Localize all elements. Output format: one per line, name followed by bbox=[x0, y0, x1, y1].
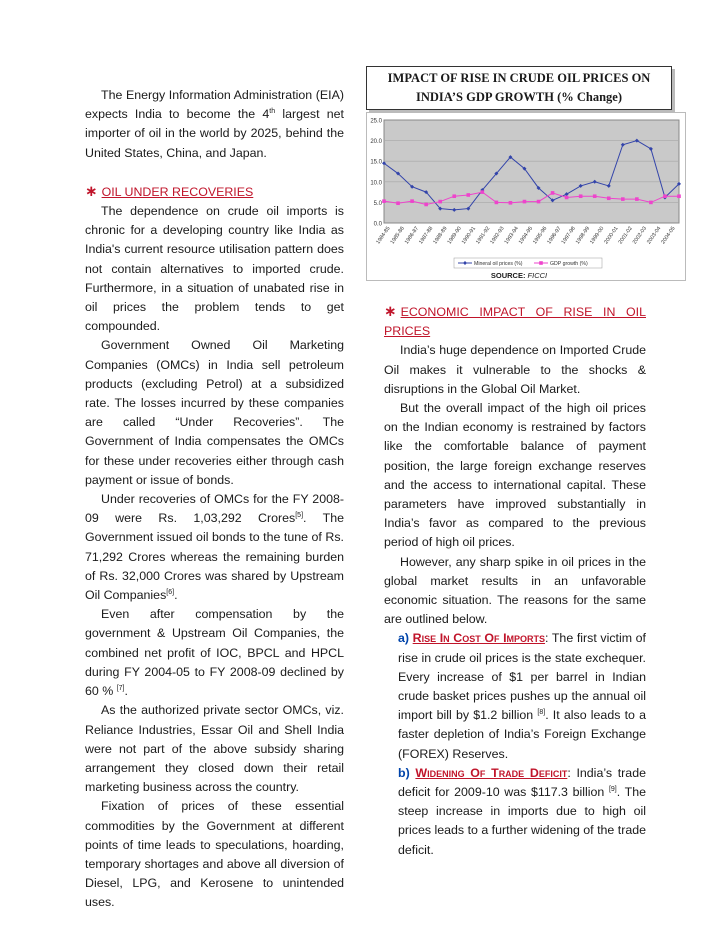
x-tick-label: 1987-88 bbox=[418, 225, 435, 246]
y-tick-label: 25.0 bbox=[370, 118, 382, 125]
x-tick-label: 1989-90 bbox=[446, 225, 463, 246]
paragraph: Even after compensation by the government & Upstream Oil Companies, the combined net profit of IOC, BPCL and HPCL during FY 2004-05 to FY 2008-09 declined by 60 % [7]. bbox=[85, 607, 344, 699]
data-point-gdp bbox=[579, 194, 583, 198]
x-tick-label: 2001-02 bbox=[617, 225, 634, 246]
paragraph: Fixation of prices of these essential commodities by the Government at different points of time leads to speculations, hoarding, temporary shortages and above all diversion of Diesel, LPG, and Kerosene to unintended uses. bbox=[85, 799, 344, 910]
x-tick-label: 1995-96 bbox=[532, 225, 549, 246]
data-point-gdp bbox=[396, 201, 400, 205]
data-point-gdp bbox=[621, 197, 625, 201]
data-point-gdp bbox=[537, 200, 541, 204]
plot-area bbox=[384, 120, 679, 223]
x-tick-label: 1986-87 bbox=[403, 225, 421, 246]
legend-label: Mineral oil prices (%) bbox=[474, 261, 523, 267]
citation-ref: [8] bbox=[537, 709, 546, 717]
paragraph: The dependence on crude oil imports is chronic for a developing country like India as India's current resource utilisation pattern does not contain alternatives to imported crude. Furthermore, in a situation of unabated rise in oil prices the problem tends to get compounded. bbox=[85, 204, 344, 334]
data-point-gdp bbox=[410, 199, 414, 203]
paragraph: As the authorized private sector OMCs, viz. Reliance Industries, Essar Oil and Shell India were not part of the above subsidy sharing arrangement they closed down their retail marketing business across the country. bbox=[85, 703, 344, 795]
citation-ref: [9] bbox=[608, 785, 617, 793]
data-point-gdp bbox=[649, 201, 653, 205]
chart-title-box bbox=[366, 66, 672, 110]
data-point-gdp bbox=[593, 194, 597, 198]
y-tick-label: 0.0 bbox=[373, 221, 382, 228]
data-point-gdp bbox=[509, 201, 513, 205]
x-tick-label: 1998-99 bbox=[574, 225, 592, 246]
x-tick-label: 1994-95 bbox=[517, 225, 535, 246]
left-column bbox=[85, 86, 344, 913]
section-heading-economic-impact: ∗ ECONOMIC IMPACT OF RISE IN OIL PRICES bbox=[384, 303, 646, 339]
data-point-gdp bbox=[382, 199, 386, 203]
citation-ref: [5] bbox=[295, 512, 304, 520]
intro-paragraph: The Energy Information Administration (EIA) expects India to become the 4th largest net importer of oil in the world by 2025, behind the United States, China, and Japan. bbox=[85, 88, 344, 160]
list-item-a: a) Rise In Cost Of Imports: The first victim of rise in crude oil prices is the state exchequer. Every increase of $1 per barrel in Indian crude basket prices pushes up the annual oil import bill by $1.2 billion [8]. It also leads to a faster depletion of India’s Foreign Exchange (FOREX) Reserves. bbox=[398, 631, 646, 761]
x-tick-label: 1985-86 bbox=[389, 225, 406, 246]
x-tick-label: 1988-89 bbox=[432, 225, 449, 246]
data-point-gdp bbox=[424, 203, 428, 207]
data-point-gdp bbox=[495, 201, 499, 205]
data-point-gdp bbox=[565, 196, 569, 200]
chart-title-line2: INDIA’S GDP GROWTH (% Change) bbox=[415, 90, 623, 104]
x-tick-label: 1997-98 bbox=[560, 225, 577, 246]
gdp-oil-line-chart bbox=[366, 112, 686, 290]
right-column bbox=[384, 302, 646, 860]
data-point-gdp bbox=[635, 197, 639, 201]
y-tick-label: 15.0 bbox=[370, 159, 382, 166]
x-tick-label: 1996-97 bbox=[546, 225, 563, 246]
citation-ref: [7] bbox=[116, 684, 125, 692]
data-point-gdp bbox=[452, 194, 456, 198]
x-tick-label: 1992-93 bbox=[489, 225, 506, 246]
paragraph: However, any sharp spike in oil prices in the global market results in an unfavorable economic situation. The reasons for the same are outlined below. bbox=[384, 554, 646, 627]
citation-ref: [6] bbox=[166, 588, 175, 596]
x-tick-label: 2000-01 bbox=[603, 225, 620, 246]
asterisk-bullet-icon: ∗ bbox=[85, 182, 98, 200]
asterisk-bullet-icon: ∗ bbox=[384, 303, 397, 320]
paragraph: Government Owned Oil Marketing Companies (OMCs) in India sell petroleum products (excluding Petrol) at a subsidized rate. The losses incurred by these companies are called “Under Recoveries”. The Government of India compensates the OMCs for these under recoveries either through cash payment or issue of bonds. bbox=[85, 338, 344, 487]
section-heading-oil-under-recoveries: ∗ OIL UNDER RECOVERIES bbox=[85, 182, 254, 200]
chart-source: SOURCE: FICCI bbox=[490, 271, 548, 280]
data-point-gdp bbox=[607, 196, 611, 200]
data-point-gdp bbox=[663, 194, 667, 198]
x-tick-label: 2002-03 bbox=[631, 225, 649, 246]
legend-marker-gdp bbox=[539, 261, 543, 265]
x-tick-label: 2003-04 bbox=[646, 225, 663, 246]
data-point-gdp bbox=[481, 190, 485, 194]
data-point-gdp bbox=[438, 200, 442, 204]
paragraph: India’s huge dependence on Imported Crude Oil makes it vulnerable to the shocks & disruptions in the Global Oil Market. bbox=[384, 343, 646, 396]
chart-frame bbox=[366, 112, 686, 290]
list-item-b: b) Widening Of Trade Deficit: India’s trade deficit for 2009-10 was $117.3 billion [9]. The steep increase in imports due to high oil prices leads to a further widening of the trade deficit. bbox=[398, 765, 646, 857]
x-tick-label: 2004-05 bbox=[660, 225, 677, 246]
x-tick-label: 1991-92 bbox=[475, 225, 492, 246]
paragraph: Under recoveries of OMCs for the FY 2008-09 were Rs. 1,03,292 Crores[5]. The Government issued oil bonds to the tune of Rs. 71,292 Crores whereas the remaining burden of Rs. 32,000 Crores was shared by Upstream Oil Companies[6]. bbox=[85, 492, 344, 603]
legend-label: GDP growth (%) bbox=[550, 261, 588, 267]
y-tick-label: 20.0 bbox=[370, 139, 382, 146]
x-tick-label: 1984-85 bbox=[375, 225, 392, 246]
data-point-gdp bbox=[466, 193, 470, 197]
x-tick-label: 1990-91 bbox=[460, 225, 478, 246]
data-point-gdp bbox=[677, 194, 681, 198]
data-point-gdp bbox=[551, 191, 555, 195]
x-tick-label: 1993-94 bbox=[503, 225, 520, 246]
data-point-gdp bbox=[523, 200, 527, 204]
chart-title-line1: IMPACT OF RISE IN CRUDE OIL PRICES ON bbox=[387, 71, 651, 85]
x-tick-label: 1999-00 bbox=[589, 225, 606, 246]
y-tick-label: 10.0 bbox=[370, 180, 382, 187]
impact-list bbox=[384, 629, 646, 859]
y-tick-label: 5.0 bbox=[373, 200, 382, 207]
paragraph: But the overall impact of the high oil prices on the Indian economy is restrained by factors like the comfortable balance of payment position, the large foreign exchange reserves and the access to international capital. These parameters have improved substantially in India’s favor as compared to the previous period of high oil prices. bbox=[384, 401, 646, 550]
